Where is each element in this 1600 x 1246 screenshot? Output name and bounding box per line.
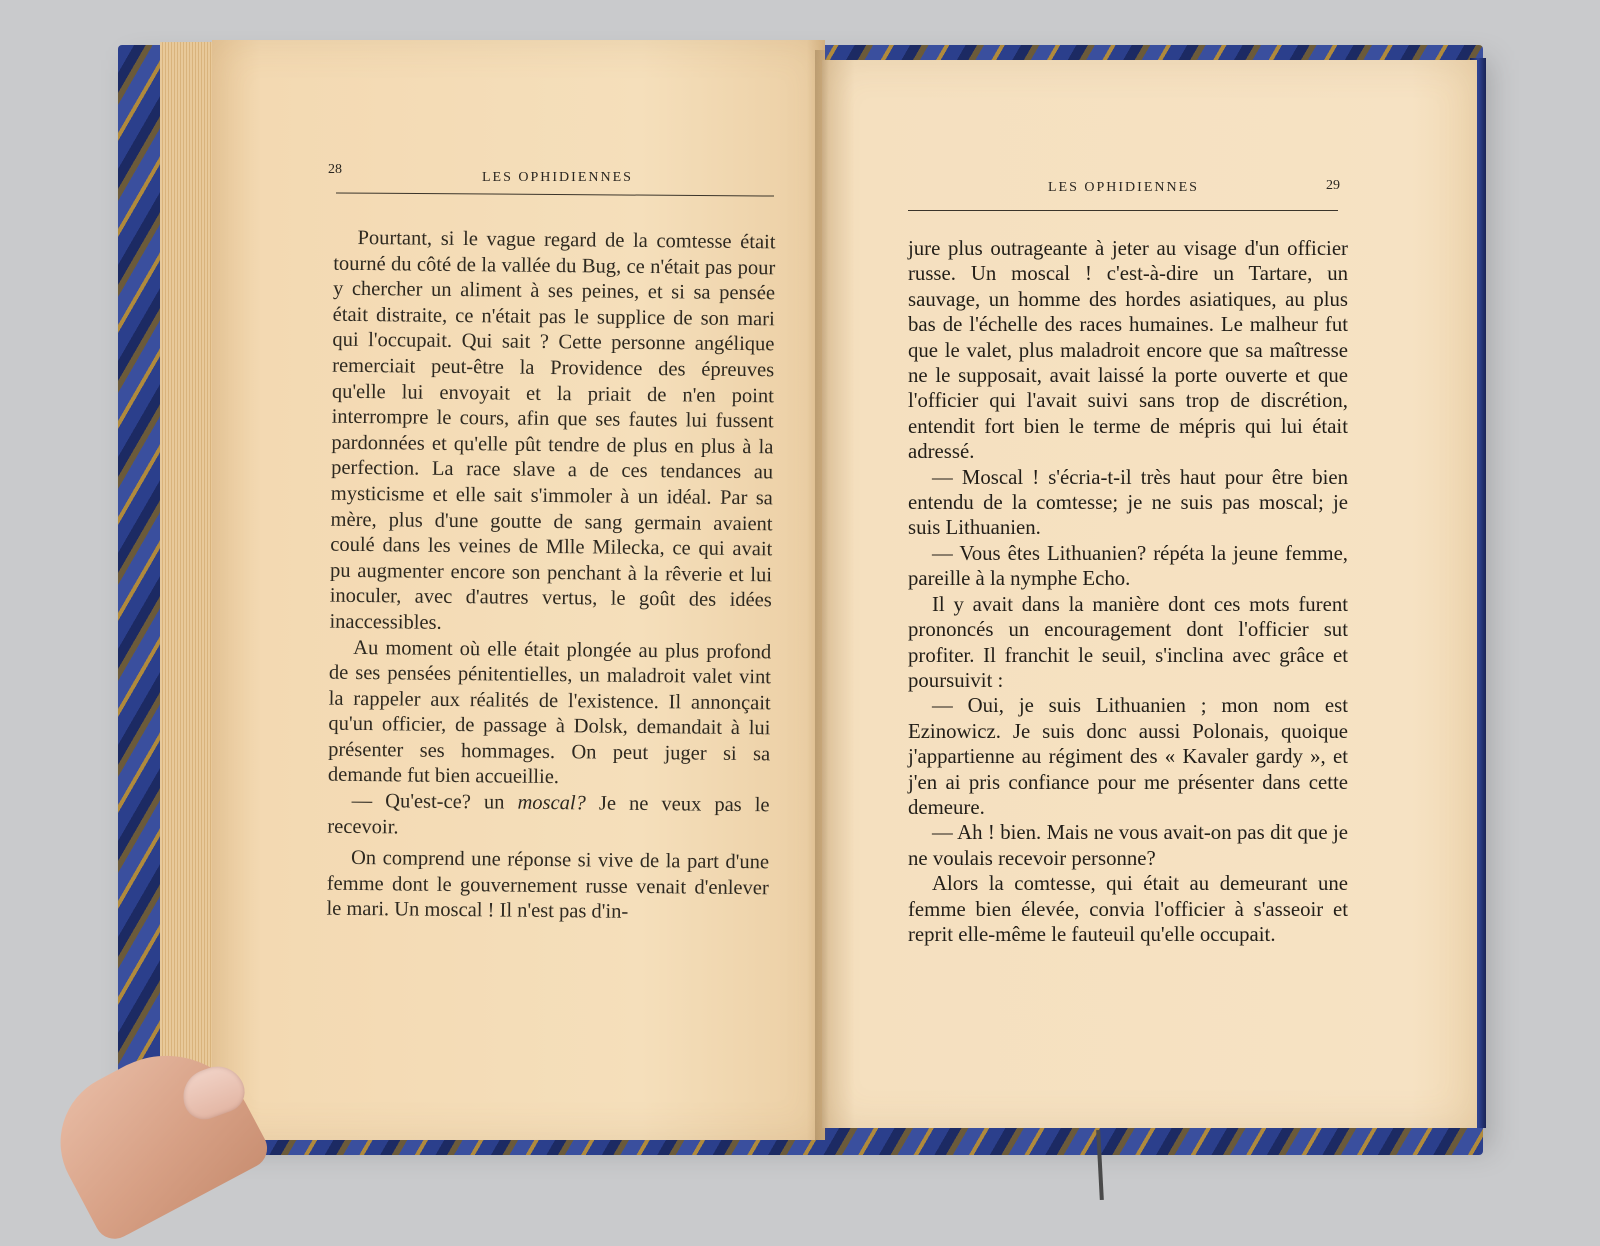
right-page-text xyxy=(908,236,1348,947)
paragraph: On comprend une réponse si vive de la part d'une femme dont le gouvernement russe venait d'enlever le mari. Un moscal ! Il n'est pas d'in- xyxy=(326,847,770,924)
paragraph: Alors la comtesse, qui était au demeurant une femme bien élevée, convia l'officier à s'asseoir et reprit elle-même le fauteuil qu'elle occupait. xyxy=(908,872,1348,946)
book-gutter xyxy=(815,50,829,1140)
page-edges xyxy=(160,42,220,1140)
right-running-head: LES OPHIDIENNES xyxy=(1048,180,1199,195)
dialogue-paragraph xyxy=(327,789,770,845)
paragraph: — Moscal ! s'écria-t-il très haut pour être bien entendu de la comtesse; je ne suis pas moscal; je suis Lithuanien. xyxy=(908,465,1348,540)
paragraph: Il y avait dans la manière dont ces mots furent prononcés un encouragement dont l'officier sut profiter. Il franchit le seuil, s'inclina avec grâce et poursuivit : xyxy=(908,592,1348,692)
italic-word: moscal? xyxy=(517,791,586,815)
paragraph: jure plus outrageante à jeter au visage d'un officier russe. Un moscal ! c'est-à-dire un Tartare, un sauvage, un homme des hordes asiatiques, au plus bas de l'échelle des races humaines. Le malheur fut que le valet, plus maladroit encore que sa maîtresse ne le supposait, avait laissé la porte ouverte et que l'officier qui l'avait suivi sans trop de discrétion, entendit fort bien le terme de mépris qui lui était adressé. xyxy=(908,237,1348,464)
right-page-number: 29 xyxy=(1326,178,1340,193)
dialogue-suffix: Je ne veux pas le recevoir. xyxy=(327,792,770,839)
paragraph: — Oui, je suis Lithuanien ; mon nom est Ezinowicz. Je suis donc aussi Polonais, quoique j'appartienne au régiment des « Kavaler gardy », et j'en ai pris confiance pour me présenter dans cette demeure. xyxy=(908,694,1348,819)
right-header-rule xyxy=(908,210,1338,211)
left-page-number: 28 xyxy=(328,162,342,177)
left-running-head: LES OPHIDIENNES xyxy=(482,170,633,185)
paragraph: Au moment où elle était plongée au plus profond de ses pensées pénitentielles, un maladroit valet vint la rappeler aux réalités de l'existence. Il annonçait qu'un officier, de passage à Dolsk, demandait à lui présenter ses hommages. On peut juger si sa demande fut bien accueillie. xyxy=(327,636,772,789)
paragraph: Pourtant, si le vague regard de la comtesse était tourné du côté de la vallée du Bug, ce n'était pas pour y chercher un aliment à ses peines, et si sa pensée était distraite, ce n'était pas le supplice de son mari qui l'occupait. Qui sait ? Cette personne angélique remerciait peut-être la Providence des épreuves qu'elle lui envoyait et la priait de n'en point interrompre le cours, afin que ses fautes lui fussent pardonnées et qu'elle pût tendre de plus en plus à la perfection. La race slave a de ces tendances au mysticisme et elle sait s'immoler à un idéal. Par sa mère, plus d'une goutte de sang germain avaient coulé dans les veines de Mlle Milecka, ce qui avait pu augmenter encore son penchant à la rêverie et lui inoculer, avec d'autres vertus, le goût des idées inaccessibles. xyxy=(329,226,776,634)
paragraph: — Vous êtes Lithuanien? répéta la jeune femme, pareille à la nymphe Echo. xyxy=(908,541,1348,591)
left-page-text xyxy=(326,226,775,928)
paragraph: — Ah ! bien. Mais ne vous avait-on pas dit que je ne voulais recevoir personne? xyxy=(908,821,1348,870)
dialogue-prefix: — Qu'est-ce? un xyxy=(351,789,518,814)
